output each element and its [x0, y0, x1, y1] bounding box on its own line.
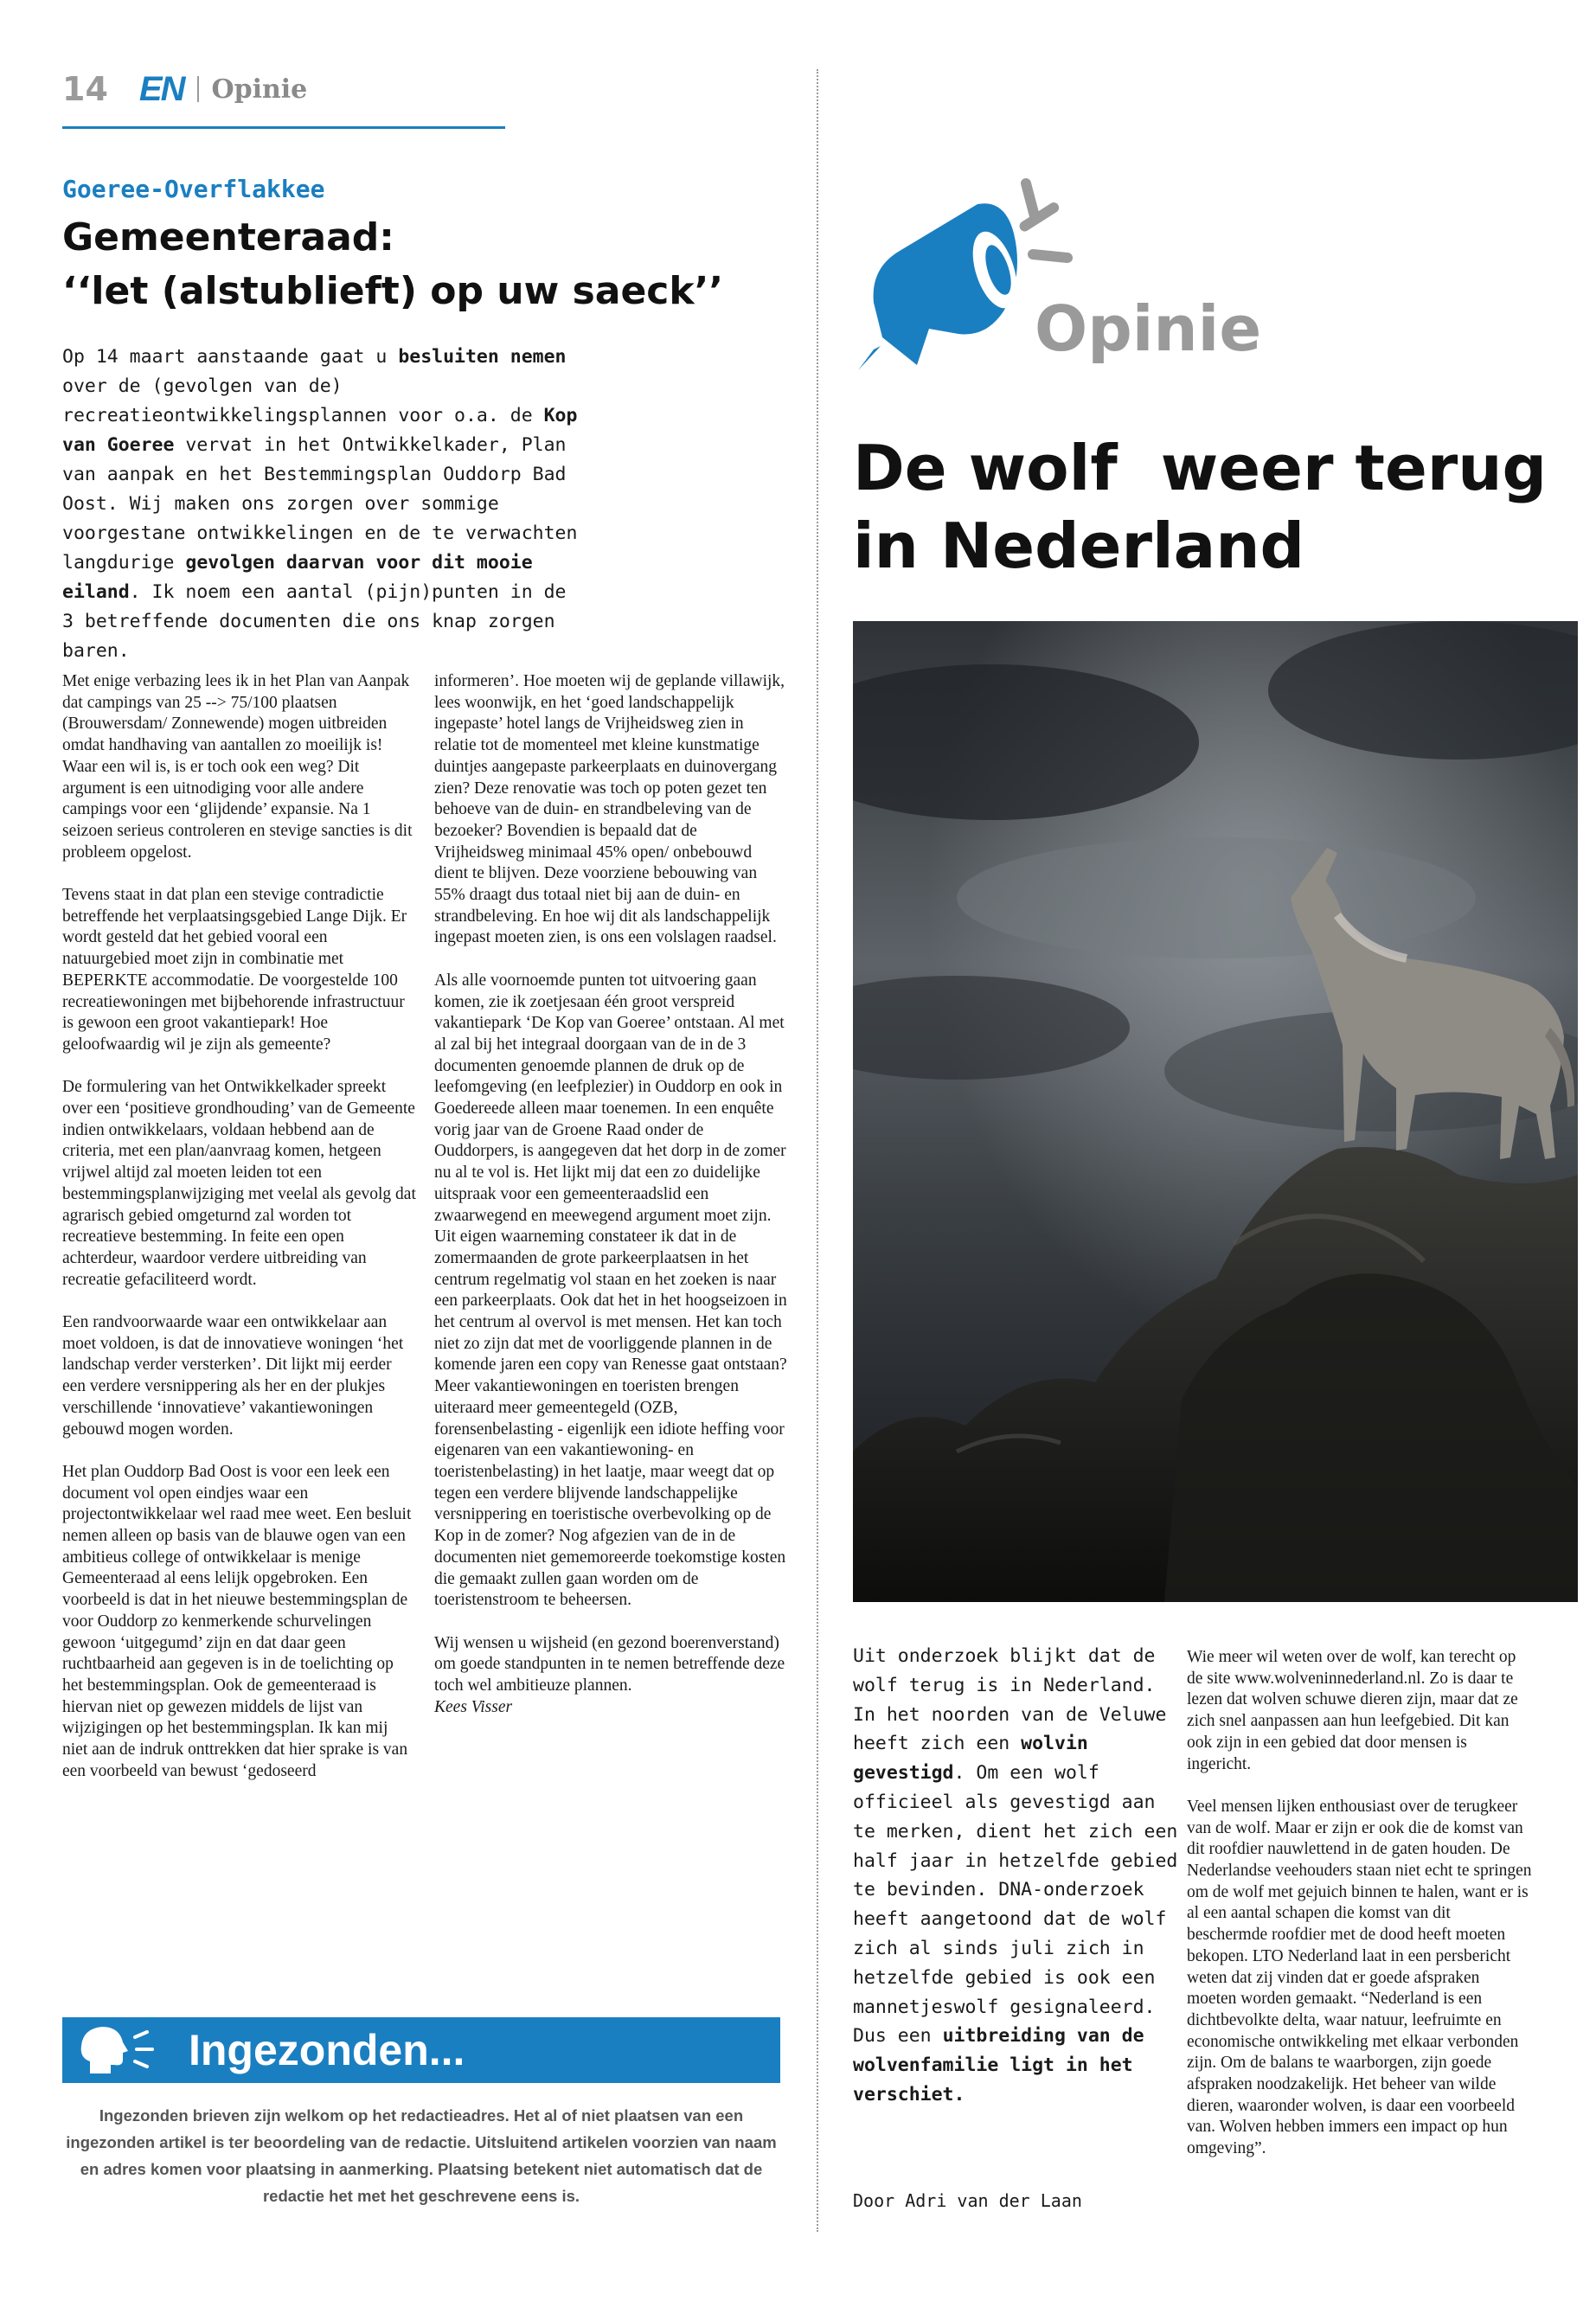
left-col1-paragraph: Tevens staat in dat plan een stevige contradictie betreffende het verplaatsingsgebied Lange Dijk. Er wordt gesteld dat het gebied vooral een natuurgebied moet zijn in combinatie met BEPERKTE accommodatie. De voorgestelde 100 recreatiewoningen met bijbehorende infrastructuur is gewoon een groot vakantiepark! Hoe geloofwaardig wil je zijn als gemeente? [62, 886, 407, 1054]
right-lead [853, 1642, 1182, 2110]
left-col2-paragraph: informeren’. Hoe moeten wij de geplande villawijk, lees woonwijk, en het ‘goed landschappelijk ingepaste’ hotel langs de Vrijheidsweg zien in relatie tot de momenteel met kleine kunstmatige duintjes aangepaste parkeerplaats en duinovergang zien? Deze renovatie was toch op poten gezet ten behoeve van de duin- en strandbeleving van de bezoeker? Bovendien is bepaald dat de Vrijheidsweg minimaal 45% open/ onbebouwd dient te blijven. Deze voorziene bebouwing van 55% draagt dus totaal niet bij aan de duin- en strandbeleving. En hoe wij dit als landschappelijk ingepast moeten zien, is ons een volslagen raadsel. [434, 672, 785, 947]
byline: Door Adri van der Laan [853, 2190, 1082, 2211]
newspaper-logo: EN [138, 69, 184, 108]
right-headline [853, 429, 1571, 585]
left-author: Kees Visser [434, 1697, 513, 1716]
article-kicker: Goeree-Overflakkee [62, 175, 325, 203]
header-rule [62, 126, 505, 129]
ingezonden-note: Ingezonden brieven zijn welkom op het redactieadres. Het al of niet plaatsen van een ingezonden artikel is ter beoordeling van de redactie. Uitsluitend artikelen voorzien van naam en adres komen voor plaatsing in aanmerking. Plaatsing betekent niet automatisch dat de redactie het met het geschrevene eens is. [66, 2106, 777, 2205]
page-header [62, 67, 307, 111]
left-headline-line2: ‘‘let (alstublieft) op uw saeck’’ [62, 269, 724, 313]
left-headline-line1: Gemeenteraad: [62, 215, 394, 260]
right-headline-line2: in Nederland [853, 510, 1305, 582]
right-headline-line1: De wolf weer terug [853, 432, 1548, 504]
header-separator [197, 76, 199, 102]
speaking-head-icon [73, 2020, 176, 2080]
intro-run: besluiten nemen [398, 346, 567, 368]
column-divider [817, 69, 818, 2232]
lead-run: Uit onderzoek blijkt dat de wolf terug is in Nederland. In het noorden van de Veluwe heeft zich een [853, 1645, 1167, 1755]
intro-run: over de (gevolgen van de) recreatieontwikkelingsplannen voor o.a. de [62, 375, 544, 426]
intro-run: Op 14 maart aanstaande gaat u [62, 346, 399, 368]
left-body-column-2 [434, 671, 789, 1718]
intro-run: vervat in het Ontwikkelkader, Plan van aanpak en het Bestemmingsplan Ouddorp Bad Oost. Wij maken ons zorgen over sommige voorgestane ontwikkelingen en de te verwachten langdurige [62, 434, 578, 574]
left-col1-paragraph: Een randvoorwaarde waar een ontwikkelaar aan moet voldoen, is dat de innovatieve woningen ‘het landschap verder versterken’. Dit lijkt mij eerder een verdere versnippering als her en der plukjes verschillende ‘innovatieve’ vakantiewoningen gebouwd mogen worden. [62, 1313, 404, 1439]
right-body-column [1187, 1647, 1533, 2182]
lead-run: . Om een wolf officieel als gevestigd aan te merken, dient het zich een half jaar in hetzelfde gebied te bevinden. DNA-onderzoek heeft aangetoond dat de wolf zich al sinds juli zich in hetzelfde gebied is ook een mannetjeswolf gesignaleerd. Dus een [853, 1762, 1178, 2048]
left-headline [62, 211, 806, 318]
left-col1-paragraph: De formulering van het Ontwikkelkader spreekt over een ‘positieve grondhouding’ van de Gemeente indien ontwikkelaars, voldaan hebbend aan de criteria, met een plan/aanvraag komen, hetgeen vrijwel altijd zal moeten leiden tot een bestemmingsplanwijziging met veelal als gevolg dat agrarisch gebied omgeturnd zal worden tot recreatieve bestemming. In feite een open achterdeur, waardoor verdere uitbreiding van recreatie gefaciliteerd wordt. [62, 1078, 416, 1289]
ingezonden-title: Ingezonden... [189, 2026, 465, 2074]
left-col1-paragraph: Met enige verbazing lees ik in het Plan van Aanpak dat campings van 25 --> 75/100 plaatsen (Brouwersdam/ Zonnewende) mogen uitbreiden omdat handhaving van aantallen zo moeilijk is! Waar een wil is, is er toch ook een weg? Dit argument is een uitnodiging voor alle andere campings voor een ‘glijdende’ expansie. Na 1 seizoen serieus controleren en stevige sancties is dit probleem opgelost. [62, 672, 413, 862]
intro-run: Kop van Goeree [62, 405, 578, 456]
left-col2-paragraph: Wij wensen u wijsheid (en gezond boerenverstand) om goede standpunten in te nemen betreffende deze toch wel ambitieuze plannen. [434, 1633, 785, 1695]
left-intro [62, 343, 581, 666]
right-col-paragraph: Wie meer wil weten over de wolf, kan terecht op de site www.wolveninnederland.nl. Zo is daar te lezen dat wolven schuwe dieren zijn, maar dat ze zich snel aanpassen aan hun leefgebied. Dit kan ook zijn in een gebied dat door mensen is ingericht. [1187, 1648, 1518, 1773]
page-number: 14 [62, 70, 108, 108]
left-col1-paragraph: Het plan Ouddorp Bad Oost is voor een leek een document vol open eindjes waar een projectontwikkelaar wel raad mee weet. Een besluit nemen alleen op basis van de blauwe ogen van een ambitieus college of ontwikkelaar is menige Gemeenteraad al eens lelijk opgebroken. Een voorbeeld is dat in het nieuwe bestemmingsplan de voor Ouddorp zo kenmerkende schurvelingen gewoon ‘uitgegumd’ zijn en dat daar geen ruchtbaarheid aan gegeven is in de toelichting op het bestemmingsplan. Ook de gemeenteraad is hiervan niet op gewezen middels de lijst van wijzigingen op het bestemmingsplan. Ik kan mij niet aan de indruk onttrekken dat hier sprake is van een voorbeeld van bewust ‘gedoseerd [62, 1462, 412, 1780]
lead-run: uitbreiding van de wolvenfamilie ligt in het verschiet. [853, 2025, 1144, 2106]
left-body-column-1 [62, 671, 417, 1783]
section-label: Opinie [211, 74, 308, 105]
opinie-word: Opinie [1035, 292, 1262, 365]
lead-run: wolvin gevestigd [853, 1733, 1088, 1785]
intro-run: gevolgen daarvan voor dit mooie eiland [62, 552, 533, 603]
left-col2-paragraph: Als alle voornoemde punten tot uitvoering gaan komen, zie ik zoetjesaan één groot verspreid vakantiepark ‘De Kop van Goeree’ ontstaan. Al met al zal bij het integraal doorgaan van de in de 3 documenten genoemde plannen de druk op de leefomgeving (en leefplezier) in Ouddorp en ook in Goedereede alleen maar toenemen. In een enquête vorig jaar van de Groene Raad onder de Ouddorpers, is aangegeven dat het dorp in de zomer nu al te vol is. Het lijkt mij dat een zo duidelijke uitspraak voor een gemeenteraadslid een zwaarwegend en meewegend argument moet zijn. Uit eigen waarneming constateer ik dat in de zomermaanden de grote parkeerplaatsen in het centrum regelmatig vol staan en het zoeken is naar een parkeerplaats. Ook dat het in het hoogseizoen in het centrum al overvol is met mensen. Het kan toch niet zo zijn dat met de voorliggende plannen in de komende jaren een copy van Renesse gaat ontstaan? Meer vakantiewoningen en toeristen brengen uiteraard meer gemeentegeld (OZB, forensenbelasting - eigenlijk een idiote heffing voor eigenaren van een vakantiewoning- en toeristenbelasting) in het laatje, maar weegt dat op tegen een verdere blijvende landschappelijke versnippering en toeristische overbevolking op de Kop in de zomer? Nog afgezien van de in de documenten niet gememoreerde toekomstige kosten die gemaakt zullen gaan worden om de toeristenstroom te beheersen. [434, 971, 787, 1610]
right-col-paragraph: Veel mensen lijken enthousiast over de terugkeer van de wolf. Maar er zijn er ook die de komst van dit roofdier nauwlettend in de gaten houden. De Nederlandse veehouders staan niet echt te springen om de wolf met gejuich binnen te halen, want er is al een aantal schapen die komst van dit beschermde roofdier met de dood heeft moeten bekopen. LTO Nederland laat in een persbericht weten dat zij vinden dat er goede afspraken moeten worden gemaakt. “Nederland is een dichtbevolkte delta, waar natuur, leefruimte en economische ontwikkeling met elkaar verbonden zijn. Om de balans te waarborgen, zijn goede afspraken noodzakelijk. Het beheer van wilde dieren, waaronder wolven, is daar een voorbeeld van. Wolven hebben immers een impact op hun omgeving”. [1187, 1797, 1532, 2158]
ingezonden-banner [62, 2017, 780, 2083]
intro-run: . Ik noem een aantal (pijn)punten in de 3 betreffende documenten die ons knap zorgen baren. [62, 581, 567, 662]
wolf-photo [853, 621, 1578, 1602]
